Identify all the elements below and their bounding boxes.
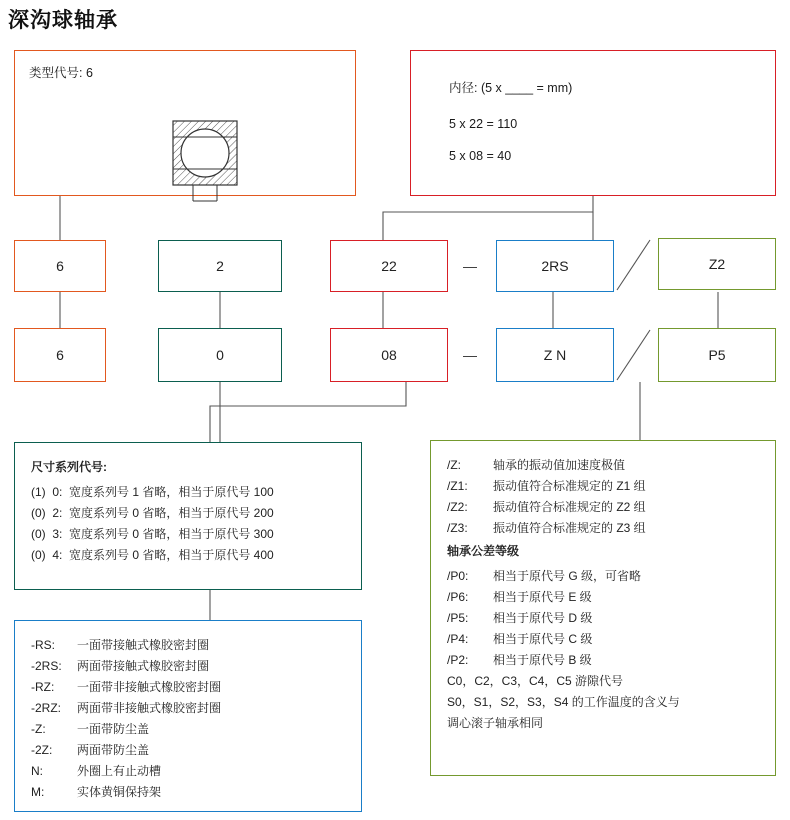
suffix-text: 两面带接触式橡胶密封圈 [77,659,210,673]
suffix-text: 一面带非接触式橡胶密封圈 [77,680,222,694]
grade-key: /P5: [447,611,469,625]
vibration-text: 轴承的振动值加速度极值 [493,458,626,472]
row2-separator: — [463,347,477,363]
suffix-row [31,761,347,782]
inner-diameter-example-1: 5 x 22 = 110 [449,117,518,131]
suffix-text: 外圈上有止动槽 [77,764,162,778]
code-value: 22 [381,258,397,274]
code-value: 2RS [541,258,569,274]
grade-row [447,566,761,587]
suffix-row [31,782,347,803]
grade-text: 相当于原代号 E 级 [493,590,592,604]
suffix-text: 一面带防尘盖 [77,722,150,736]
grade-row [447,608,761,629]
suffix-text: 两面带非接触式橡胶密封圈 [77,701,222,715]
suffix-code-box [14,620,362,812]
temperature-row-cont: 调心滚子轴承相同 [447,716,544,730]
size-series-row: (0) 4: 宽度系列号 0 省略，相当于原代号 400 [31,548,274,562]
tolerance-grade-box [430,440,776,776]
code-value: P5 [708,347,726,363]
grade-text: 相当于原代号 C 级 [493,632,593,646]
type-code-box [14,50,356,196]
vibration-key: /Z2: [447,500,468,514]
suffix-key: -RS: [31,638,55,652]
grade-key: /P0: [447,569,469,583]
ball-bearing-icon [155,115,255,205]
size-series-row: (0) 3: 宽度系列号 0 省略，相当于原代号 300 [31,527,274,541]
vibration-key: /Z3: [447,521,468,535]
suffix-row [31,656,347,677]
suffix-row [31,635,347,656]
inner-diameter-formula: 内径: (5 x ____ = mm) [449,81,573,95]
grade-row [447,629,761,650]
code-row1-cell-0[interactable] [14,240,106,292]
size-series-box [14,442,362,590]
vibration-text: 振动值符合标准规定的 Z1 组 [493,479,646,493]
temperature-row: S0，S1，S2，S3，S4 的工作温度的含义与 [447,695,680,709]
code-value: 0 [216,347,224,363]
vibration-key: /Z1: [447,479,468,493]
code-row2-cell-3[interactable] [496,328,614,382]
code-value: Z N [543,347,567,363]
grade-key: /P6: [447,590,469,604]
code-value: 6 [56,258,64,274]
grade-key: /P4: [447,632,469,646]
grade-key: /P2: [447,653,469,667]
code-row1-cell-1[interactable] [158,240,282,292]
suffix-row [31,698,347,719]
row1-separator: — [463,258,477,274]
size-series-heading: 尺寸系列代号: [31,460,107,474]
size-series-row: (1) 0: 宽度系列号 1 省略，相当于原代号 100 [31,485,274,499]
tolerance-heading: 轴承公差等级 [447,544,520,558]
suffix-key: -2Z: [31,743,53,757]
suffix-text: 两面带防尘盖 [77,743,150,757]
suffix-key: -2RZ: [31,701,61,715]
inner-diameter-box [410,50,776,196]
code-row1-cell-4[interactable] [658,238,776,290]
grade-text: 相当于原代号 B 级 [493,653,592,667]
code-row2-cell-1[interactable] [158,328,282,382]
clearance-row: C0，C2，C3，C4，C5 游隙代号 [447,674,624,688]
inner-diameter-example-2: 5 x 08 = 40 [449,149,512,163]
suffix-text: 实体黄铜保持架 [77,785,162,799]
grade-row [447,587,761,608]
suffix-text: 一面带接触式橡胶密封圈 [77,638,210,652]
vibration-key: /Z: [447,458,461,472]
suffix-key: M: [31,785,45,799]
suffix-key: -Z: [31,722,46,736]
code-row2-cell-0[interactable] [14,328,106,382]
vibration-row [447,518,761,539]
suffix-row [31,719,347,740]
vibration-text: 振动值符合标准规定的 Z2 组 [493,500,646,514]
code-value: 08 [381,347,397,363]
grade-row [447,650,761,671]
code-row2-cell-2[interactable] [330,328,448,382]
suffix-row [31,677,347,698]
grade-text: 相当于原代号 D 级 [493,611,593,625]
code-row1-cell-2[interactable] [330,240,448,292]
suffix-row [31,740,347,761]
code-row1-cell-3[interactable] [496,240,614,292]
suffix-key: N: [31,764,43,778]
vibration-row [447,497,761,518]
code-value: 2 [216,258,224,274]
grade-text: 相当于原代号 G 级，可省略 [493,569,642,583]
code-value: Z2 [708,256,726,272]
suffix-key: -2RS: [31,659,62,673]
page-title: 深沟球轴承 [8,9,118,32]
vibration-row [447,455,761,476]
code-value: 6 [56,347,64,363]
suffix-key: -RZ: [31,680,55,694]
code-row2-cell-4[interactable] [658,328,776,382]
vibration-row [447,476,761,497]
type-code-label: 类型代号: 6 [29,66,93,80]
vibration-text: 振动值符合标准规定的 Z3 组 [493,521,646,535]
size-series-row: (0) 2: 宽度系列号 0 省略，相当于原代号 200 [31,506,274,520]
